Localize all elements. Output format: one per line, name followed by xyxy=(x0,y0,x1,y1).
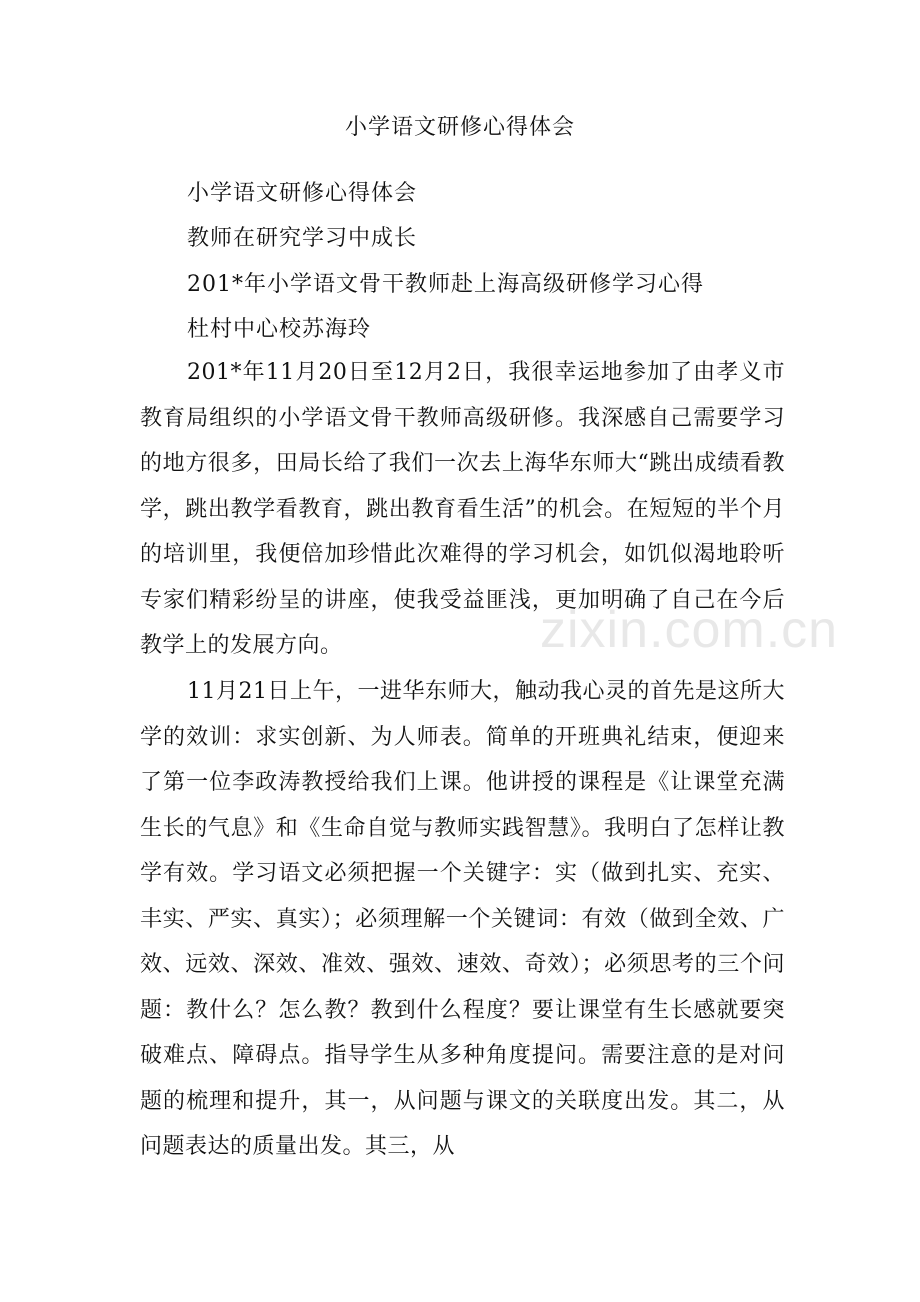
watermark: zixin.com.cn xyxy=(540,601,839,659)
subtitle-line: 教师在研究学习中成长 xyxy=(187,226,418,251)
author-line: 杜村中心校苏海玲 xyxy=(187,317,372,342)
body-paragraph: 11月21日上午，一进华东师大，触动我心灵的首先是这所大学的效训：求实创新、为人师表。简单的开班典礼结束，便迎来了第一位李政涛教授给我们上课。他讲授的课程是《让课堂充满生长的气息》和《生命自觉与教师实践智慧》。我明白了怎样让教学有效。学习语文必须把握一个关键字：实（做到扎实、充实、丰实、严实、真实）；必须理解一个关键词：有效（做到全效、广效、远效、深效、准效、强效、速效、奇效）；必须思考的三个问题：教什么？怎么教？教到什么程度？要让课堂有生长感就要突破难点、障碍点。指导学生从多种角度提问。需要注意的是对问题的梳理和提升，其一，从问题与课文的关联度出发。其二，从问题表达的质量出发。其三，从 xyxy=(140,679,785,1159)
document-title: 小学语文研修心得体会 xyxy=(344,115,575,140)
body-paragraph: 201*年11月20日至12月2日，我很幸运地参加了由孝义市教育局组织的小学语文骨干教师高级研修。我深感自己需要学习的地方很多，田局长给了我们一次去上海华东师大“跳出成绩看教学，跳出教学看教育，跳出教育看生活”的机会。在短短的半个月的培训里，我便倍加珍惜此次难得的学习机会，如饥似渴地聆听专家们精彩纷呈的讲座，使我受益匪浅，更加明确了自己在今后教学上的发展方向。 xyxy=(140,360,785,658)
subtitle-line: 201*年小学语文骨干教师赴上海高级研修学习心得 xyxy=(187,272,704,297)
subtitle-line: 小学语文研修心得体会 xyxy=(187,181,418,206)
